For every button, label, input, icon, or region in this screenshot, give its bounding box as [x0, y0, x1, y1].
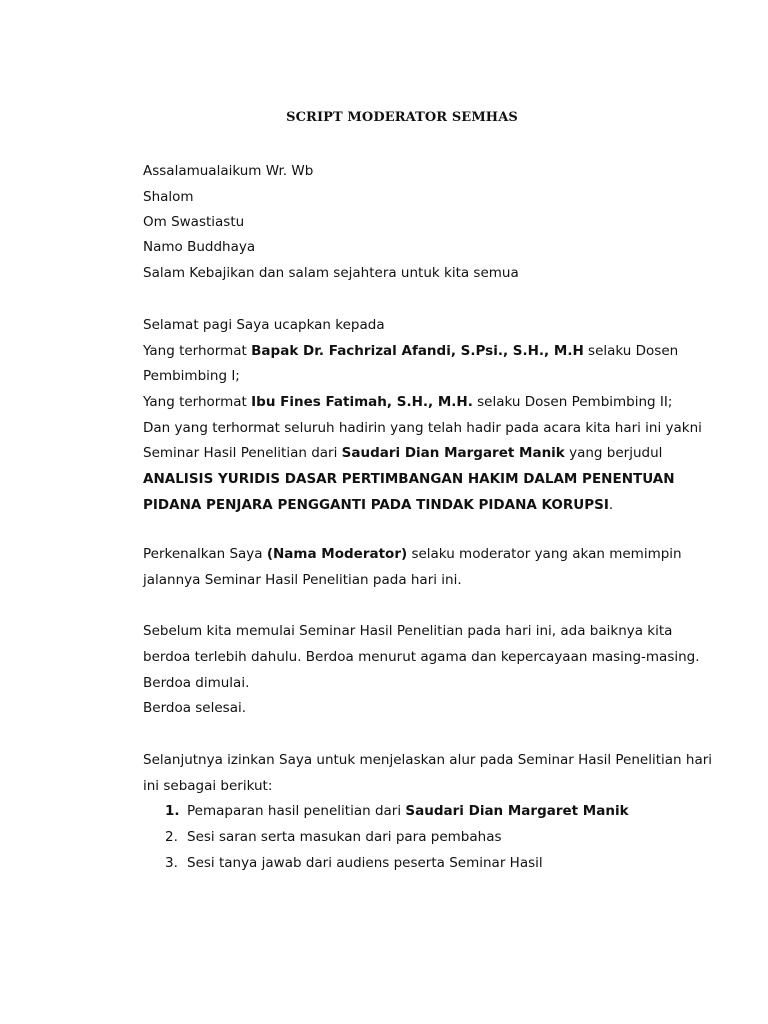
agenda-intro-line: Selanjutnya izinkan Saya untuk menjelaskan alur pada Seminar Hasil Penelitian hari	[143, 752, 713, 768]
moderator-name: (Nama Moderator)	[266, 546, 408, 562]
list-text: Sesi tanya jawab dari audiens peserta Seminar Hasil	[187, 855, 543, 871]
greeting-line: Namo Buddhaya	[143, 239, 256, 255]
text-segment: Yang terhormat	[143, 343, 252, 359]
opening-paragraph-line: Pembimbing I;	[143, 368, 240, 384]
text-segment: Seminar Hasil Penelitian dari	[143, 445, 342, 461]
list-item	[165, 854, 543, 872]
text-segment: Perkenalkan Saya	[143, 546, 267, 562]
list-item	[165, 802, 629, 820]
list-number: 1.	[165, 803, 180, 819]
opening-paragraph-line	[143, 444, 661, 462]
list-text: Sesi saran serta masukan dari para pembahas	[187, 829, 502, 845]
prayer-line: berdoa terlebih dahulu. Berdoa menurut agama dan kepercayaan masing-masing.	[143, 649, 700, 665]
greeting-line: Assalamualaikum Wr. Wb	[143, 163, 314, 179]
prayer-line: Berdoa dimulai.	[143, 675, 250, 691]
opening-paragraph-line	[143, 342, 679, 360]
list-number: 3.	[165, 855, 178, 871]
thesis-title-line: ANALISIS YURIDIS DASAR PERTIMBANGAN HAKIM DALAM PENENTUAN	[143, 471, 675, 487]
opening-paragraph-line: Dan yang terhormat seluruh hadirin yang telah hadir pada acara kita hari ini yakni	[143, 420, 702, 436]
document-title: SCRIPT MODERATOR SEMHAS	[286, 110, 518, 125]
text-segment: selaku Dosen	[583, 343, 679, 359]
text-segment: .	[608, 497, 614, 513]
text-segment: Yang terhormat	[143, 394, 252, 410]
greeting-line: Salam Kebajikan dan salam sejahtera untuk kita semua	[143, 265, 519, 281]
prayer-line: Sebelum kita memulai Seminar Hasil Penelitian pada hari ini, ada baiknya kita	[143, 623, 673, 639]
list-number: 2.	[165, 829, 178, 845]
list-text: Pemaparan hasil penelitian dari	[187, 803, 406, 819]
advisor-2-name: Ibu Fines Fatimah, S.H., M.H.	[251, 394, 473, 410]
agenda-intro-line: ini sebagai berikut:	[143, 778, 273, 794]
presenter-name: Saudari Dian Margaret Manik	[341, 445, 565, 461]
thesis-title-text: PIDANA PENJARA PENGGANTI PADA TINDAK PIDANA KORUPSI	[143, 497, 609, 513]
prayer-line: Berdoa selesai.	[143, 700, 247, 716]
advisor-1-name: Bapak Dr. Fachrizal Afandi, S.Psi., S.H., M.H	[251, 343, 584, 359]
text-segment: yang berjudul	[564, 445, 663, 461]
text-segment: selaku moderator yang akan memimpin	[407, 546, 682, 562]
opening-intro: Selamat pagi Saya ucapkan kepada	[143, 317, 385, 333]
thesis-title-line	[143, 496, 613, 514]
moderator-intro-line: jalannya Seminar Hasil Penelitian pada hari ini.	[143, 572, 462, 588]
greeting-line: Shalom	[143, 189, 194, 205]
greeting-line: Om Swastiastu	[143, 214, 245, 230]
presenter-name: Saudari Dian Margaret Manik	[405, 803, 629, 819]
list-item	[165, 828, 502, 846]
opening-paragraph-line	[143, 393, 672, 411]
moderator-intro-line	[143, 545, 682, 563]
text-segment: selaku Dosen Pembimbing II;	[472, 394, 673, 410]
